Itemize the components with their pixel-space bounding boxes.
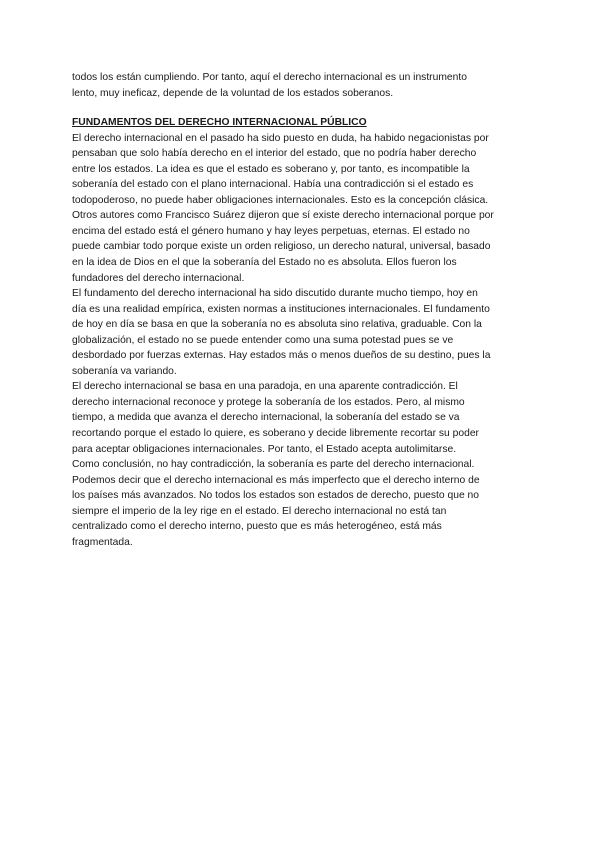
text-line: fragmentada. <box>72 536 133 548</box>
section-heading: FUNDAMENTOS DEL DERECHO INTERNACIONAL PÚBLICO <box>72 117 367 129</box>
text-line: encima del estado está el género humano y hay leyes perpetuas, eternas. El estado no <box>72 225 470 237</box>
text-line: soberanía va variando. <box>72 365 177 377</box>
text-line: Como conclusión, no hay contradicción, la soberanía es parte del derecho internacional. <box>72 459 475 471</box>
text-line: puede cambiar todo porque existe un orden religioso, un derecho natural, universal, basado <box>72 241 491 253</box>
text-line: El derecho internacional se basa en una paradoja, en una aparente contradicción. El <box>72 381 458 393</box>
text-line: El fundamento del derecho internacional ha sido discutido durante mucho tiempo, hoy en <box>72 288 478 300</box>
text-line: día es una realidad empírica, existen normas a instituciones internacionales. El fundamento <box>72 303 490 315</box>
intro-paragraph <box>72 70 532 101</box>
text-line: entre los estados. La idea es que el estado es soberano y, por tanto, es incompatible la <box>72 163 470 175</box>
section-body <box>72 131 532 551</box>
text-line: fundadores del derecho internacional. <box>72 272 245 284</box>
text-line: en la idea de Dios en el que la soberanía del Estado no es absoluta. Ellos fueron los <box>72 257 457 269</box>
text-line: para aceptar obligaciones internacionales. Por tanto, el Estado acepta autolimitarse. <box>72 443 457 455</box>
text-line: Otros autores como Francisco Suárez dijeron que sí existe derecho internacional porque por <box>72 210 494 222</box>
text-line: todopoderoso, no puede haber obligaciones internacionales. Esto es la concepción clásica. <box>72 194 489 206</box>
text-line: recortando porque el estado lo quiere, es soberano y decide libremente recortar su poder <box>72 428 479 440</box>
text-line: tiempo, a medida que avanza el derecho internacional, la soberanía del estado se va <box>72 412 460 424</box>
page-content <box>72 70 532 550</box>
text-line: El derecho internacional en el pasado ha sido puesto en duda, ha habido negacionistas por <box>72 132 489 144</box>
text-line: derecho internacional reconoce y protege la soberanía de los estados. Pero, al mismo <box>72 396 465 408</box>
text-line: soberanía del estado con el plano internacional. Había una contradicción si el estado es <box>72 179 474 191</box>
text-line: Podemos decir que el derecho internacional es más imperfecto que el derecho interno de <box>72 474 480 486</box>
text-line: centralizado como el derecho interno, puesto que es más heterogéneo, está más <box>72 521 442 533</box>
text-line: todos los están cumpliendo. Por tanto, aquí el derecho internacional es un instrumento <box>72 72 467 83</box>
paragraph-gap <box>72 101 532 115</box>
text-line: pensaban que solo había derecho en el interior del estado, que no podría haber derecho <box>72 148 477 160</box>
text-line: de hoy en día se basa en que la soberanía no es absoluta sino relativa, graduable. Con la <box>72 319 482 331</box>
text-line: desbordado por fuerzas externas. Hay estados más o menos dueños de su destino, pues la <box>72 350 491 362</box>
text-line: siempre el imperio de la ley rige en el estado. El derecho internacional no está tan <box>72 505 447 517</box>
text-line: los países más avanzados. No todos los estados son estados de derecho, puesto que no <box>72 490 479 502</box>
text-line: globalización, el estado no se puede entender como una suma potestad pues se ve <box>72 334 454 346</box>
text-line: lento, muy ineficaz, depende de la voluntad de los estados soberanos. <box>72 87 394 99</box>
